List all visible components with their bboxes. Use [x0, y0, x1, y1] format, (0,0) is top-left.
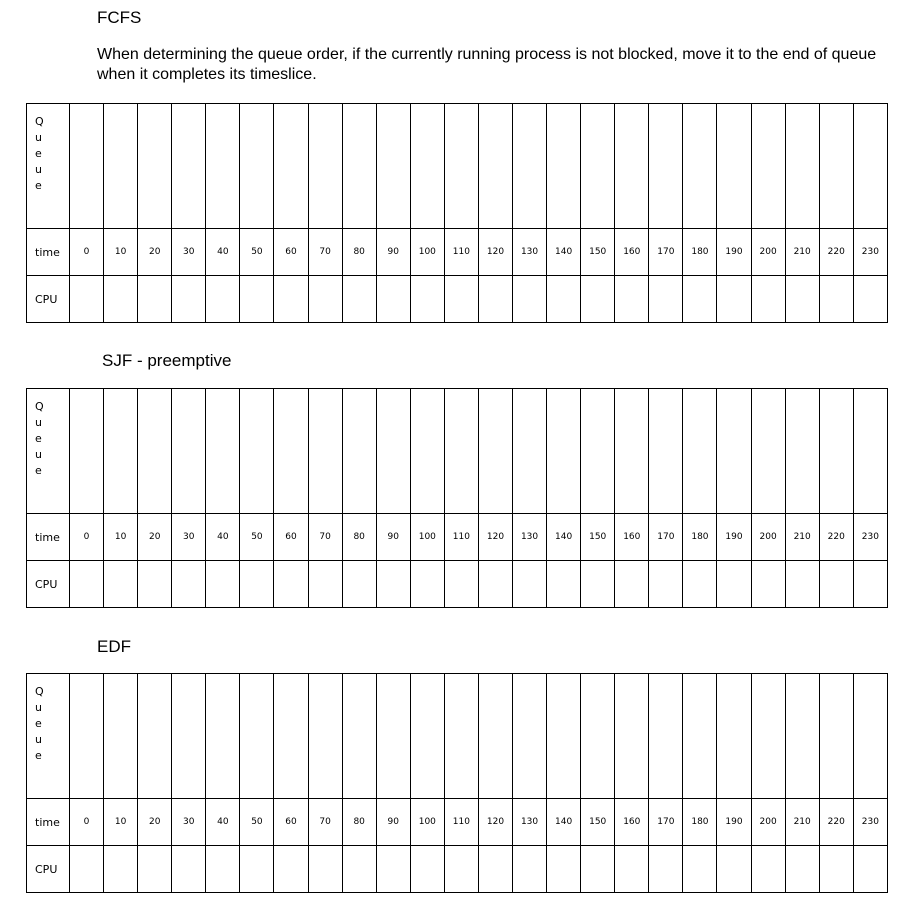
- cpu-row: [27, 846, 888, 893]
- cpu-cell[interactable]: [649, 561, 683, 608]
- queue-cell[interactable]: [240, 674, 274, 799]
- cpu-cell[interactable]: [853, 846, 887, 893]
- cpu-cell[interactable]: [785, 846, 819, 893]
- cpu-cell[interactable]: [615, 561, 649, 608]
- time-row: [27, 799, 888, 846]
- time-tick: 230: [853, 229, 887, 276]
- queue-cell[interactable]: [478, 674, 512, 799]
- cpu-cell[interactable]: [342, 276, 376, 323]
- cpu-cell[interactable]: [308, 276, 342, 323]
- queue-cell[interactable]: [853, 674, 887, 799]
- queue-cell[interactable]: [104, 674, 138, 799]
- queue-cell[interactable]: [513, 674, 547, 799]
- cpu-cell[interactable]: [683, 561, 717, 608]
- cpu-cell[interactable]: [649, 846, 683, 893]
- queue-cell[interactable]: [683, 104, 717, 229]
- time-tick: 200: [751, 514, 785, 561]
- time-tick: 110: [444, 799, 478, 846]
- queue-label-letter: u: [35, 448, 42, 461]
- queue-cell[interactable]: [376, 674, 410, 799]
- queue-label-letter: u: [35, 163, 42, 176]
- time-tick: 50: [240, 229, 274, 276]
- queue-label-letter: e: [35, 147, 42, 160]
- queue-label-letter: Q: [35, 400, 44, 413]
- cpu-cell[interactable]: [547, 276, 581, 323]
- time-tick: 60: [274, 799, 308, 846]
- time-tick: 50: [240, 514, 274, 561]
- queue-cell[interactable]: [444, 389, 478, 514]
- queue-label-letter: e: [35, 717, 42, 730]
- queue-label-text: [35, 399, 69, 479]
- queue-cell[interactable]: [478, 104, 512, 229]
- time-row: [27, 229, 888, 276]
- cpu-label: CPU: [27, 276, 70, 323]
- queue-cell[interactable]: [751, 389, 785, 514]
- queue-cell[interactable]: [819, 674, 853, 799]
- queue-cell[interactable]: [104, 389, 138, 514]
- time-tick: 150: [581, 229, 615, 276]
- time-tick: 100: [410, 514, 444, 561]
- queue-cell[interactable]: [376, 389, 410, 514]
- queue-cell[interactable]: [717, 674, 751, 799]
- time-tick: 80: [342, 799, 376, 846]
- queue-cell[interactable]: [410, 389, 444, 514]
- queue-cell[interactable]: [206, 674, 240, 799]
- cpu-cell[interactable]: [308, 561, 342, 608]
- time-tick: 20: [138, 514, 172, 561]
- cpu-cell[interactable]: [581, 561, 615, 608]
- cpu-cell[interactable]: [615, 276, 649, 323]
- queue-cell[interactable]: [615, 104, 649, 229]
- time-tick: 60: [274, 229, 308, 276]
- cpu-cell[interactable]: [172, 846, 206, 893]
- queue-cell[interactable]: [274, 674, 308, 799]
- queue-cell[interactable]: [513, 389, 547, 514]
- queue-cell[interactable]: [342, 104, 376, 229]
- cpu-cell[interactable]: [547, 846, 581, 893]
- time-tick: 160: [615, 229, 649, 276]
- time-tick: 100: [410, 799, 444, 846]
- queue-label-letter: Q: [35, 115, 44, 128]
- time-tick: 110: [444, 229, 478, 276]
- time-tick: 130: [513, 514, 547, 561]
- time-tick: 30: [172, 229, 206, 276]
- time-tick: 180: [683, 799, 717, 846]
- time-tick: 10: [104, 799, 138, 846]
- cpu-cell[interactable]: [172, 561, 206, 608]
- queue-cell[interactable]: [138, 104, 172, 229]
- queue-cell[interactable]: [649, 674, 683, 799]
- cpu-cell[interactable]: [717, 846, 751, 893]
- time-tick: 170: [649, 799, 683, 846]
- time-tick: 230: [853, 514, 887, 561]
- time-tick: 130: [513, 229, 547, 276]
- cpu-cell[interactable]: [138, 276, 172, 323]
- time-tick: 160: [615, 514, 649, 561]
- time-tick: 90: [376, 514, 410, 561]
- time-tick: 0: [70, 514, 104, 561]
- time-tick: 120: [478, 799, 512, 846]
- cpu-cell[interactable]: [751, 276, 785, 323]
- cpu-cell[interactable]: [172, 276, 206, 323]
- queue-cell[interactable]: [308, 389, 342, 514]
- queue-cell[interactable]: [751, 674, 785, 799]
- time-tick: 10: [104, 229, 138, 276]
- queue-cell[interactable]: [308, 104, 342, 229]
- cpu-cell[interactable]: [240, 846, 274, 893]
- cpu-cell[interactable]: [785, 276, 819, 323]
- cpu-cell[interactable]: [206, 276, 240, 323]
- cpu-cell[interactable]: [547, 561, 581, 608]
- queue-label-letter: u: [35, 131, 42, 144]
- queue-cell[interactable]: [240, 389, 274, 514]
- fcfs-title: FCFS: [97, 8, 142, 27]
- queue-label: [27, 389, 70, 514]
- cpu-cell[interactable]: [819, 846, 853, 893]
- cpu-cell[interactable]: [853, 276, 887, 323]
- time-tick: 210: [785, 229, 819, 276]
- queue-row: [27, 104, 888, 229]
- queue-label-letter: e: [35, 464, 42, 477]
- queue-cell[interactable]: [785, 104, 819, 229]
- cpu-cell[interactable]: [649, 276, 683, 323]
- cpu-cell[interactable]: [853, 561, 887, 608]
- queue-cell[interactable]: [581, 389, 615, 514]
- time-tick: 120: [478, 514, 512, 561]
- time-tick: 40: [206, 799, 240, 846]
- cpu-cell[interactable]: [410, 846, 444, 893]
- time-tick: 110: [444, 514, 478, 561]
- queue-label-letter: u: [35, 416, 42, 429]
- queue-cell[interactable]: [581, 674, 615, 799]
- time-row: [27, 514, 888, 561]
- queue-label-letter: u: [35, 733, 42, 746]
- queue-cell[interactable]: [376, 104, 410, 229]
- cpu-cell[interactable]: [785, 561, 819, 608]
- time-tick: 70: [308, 799, 342, 846]
- time-label: time: [27, 799, 70, 846]
- queue-cell[interactable]: [751, 104, 785, 229]
- time-tick: 120: [478, 229, 512, 276]
- queue-cell[interactable]: [138, 674, 172, 799]
- queue-label: [27, 104, 70, 229]
- cpu-cell[interactable]: [274, 846, 308, 893]
- queue-label-letter: e: [35, 179, 42, 192]
- queue-cell[interactable]: [819, 389, 853, 514]
- time-tick: 90: [376, 229, 410, 276]
- queue-cell[interactable]: [410, 674, 444, 799]
- time-tick: 220: [819, 799, 853, 846]
- queue-cell[interactable]: [172, 674, 206, 799]
- time-tick: 220: [819, 229, 853, 276]
- cpu-cell[interactable]: [104, 276, 138, 323]
- cpu-cell[interactable]: [751, 846, 785, 893]
- cpu-cell[interactable]: [513, 276, 547, 323]
- queue-cell[interactable]: [206, 104, 240, 229]
- cpu-cell[interactable]: [819, 561, 853, 608]
- cpu-label: CPU: [27, 561, 70, 608]
- queue-cell[interactable]: [206, 389, 240, 514]
- cpu-cell[interactable]: [376, 561, 410, 608]
- cpu-cell[interactable]: [376, 846, 410, 893]
- time-tick: 40: [206, 229, 240, 276]
- queue-cell[interactable]: [274, 389, 308, 514]
- time-tick: 210: [785, 799, 819, 846]
- queue-cell[interactable]: [513, 104, 547, 229]
- time-tick: 140: [547, 799, 581, 846]
- cpu-cell[interactable]: [206, 846, 240, 893]
- cpu-cell[interactable]: [70, 276, 104, 323]
- time-tick: 230: [853, 799, 887, 846]
- time-tick: 200: [751, 799, 785, 846]
- time-tick: 180: [683, 229, 717, 276]
- cpu-cell[interactable]: [444, 276, 478, 323]
- time-tick: 0: [70, 799, 104, 846]
- queue-row: [27, 674, 888, 799]
- queue-cell[interactable]: [819, 104, 853, 229]
- cpu-cell[interactable]: [206, 561, 240, 608]
- cpu-cell[interactable]: [410, 561, 444, 608]
- time-tick: 190: [717, 799, 751, 846]
- queue-cell[interactable]: [444, 674, 478, 799]
- time-tick: 80: [342, 514, 376, 561]
- queue-label-text: [35, 684, 69, 764]
- queue-row: [27, 389, 888, 514]
- cpu-cell[interactable]: [342, 846, 376, 893]
- cpu-cell[interactable]: [751, 561, 785, 608]
- fcfs-note: When determining the queue order, if the currently running process is not blocked, move it to the end of queue when it completes its timeslice.: [97, 46, 877, 83]
- time-tick: 20: [138, 799, 172, 846]
- queue-cell[interactable]: [172, 104, 206, 229]
- cpu-cell[interactable]: [513, 561, 547, 608]
- time-tick: 140: [547, 514, 581, 561]
- cpu-cell[interactable]: [274, 561, 308, 608]
- cpu-row: [27, 561, 888, 608]
- time-tick: 30: [172, 514, 206, 561]
- time-tick: 220: [819, 514, 853, 561]
- queue-cell[interactable]: [615, 389, 649, 514]
- cpu-cell[interactable]: [308, 846, 342, 893]
- time-tick: 160: [615, 799, 649, 846]
- queue-cell[interactable]: [342, 389, 376, 514]
- queue-cell[interactable]: [649, 104, 683, 229]
- time-tick: 50: [240, 799, 274, 846]
- queue-label-letter: Q: [35, 685, 44, 698]
- queue-cell[interactable]: [547, 104, 581, 229]
- cpu-cell[interactable]: [444, 846, 478, 893]
- queue-cell[interactable]: [172, 389, 206, 514]
- cpu-cell[interactable]: [683, 846, 717, 893]
- time-tick: 170: [649, 514, 683, 561]
- queue-cell[interactable]: [410, 104, 444, 229]
- queue-label-text: [35, 114, 69, 194]
- queue-cell[interactable]: [70, 104, 104, 229]
- queue-cell[interactable]: [717, 389, 751, 514]
- time-tick: 70: [308, 514, 342, 561]
- time-tick: 0: [70, 229, 104, 276]
- sjf-schedule-grid: [26, 388, 888, 608]
- cpu-cell[interactable]: [581, 846, 615, 893]
- queue-cell[interactable]: [478, 389, 512, 514]
- time-tick: 40: [206, 514, 240, 561]
- queue-cell[interactable]: [785, 389, 819, 514]
- queue-label: [27, 674, 70, 799]
- time-tick: 150: [581, 799, 615, 846]
- time-tick: 200: [751, 229, 785, 276]
- time-label: time: [27, 229, 70, 276]
- cpu-cell[interactable]: [70, 846, 104, 893]
- cpu-cell[interactable]: [683, 276, 717, 323]
- cpu-cell[interactable]: [138, 846, 172, 893]
- time-tick: 150: [581, 514, 615, 561]
- cpu-row: [27, 276, 888, 323]
- queue-cell[interactable]: [785, 674, 819, 799]
- time-tick: 10: [104, 514, 138, 561]
- queue-cell[interactable]: [70, 674, 104, 799]
- queue-cell[interactable]: [240, 104, 274, 229]
- cpu-cell[interactable]: [138, 561, 172, 608]
- queue-cell[interactable]: [308, 674, 342, 799]
- queue-cell[interactable]: [138, 389, 172, 514]
- cpu-cell[interactable]: [240, 276, 274, 323]
- time-tick: 210: [785, 514, 819, 561]
- queue-cell[interactable]: [717, 104, 751, 229]
- time-tick: 130: [513, 799, 547, 846]
- queue-cell[interactable]: [683, 389, 717, 514]
- cpu-cell[interactable]: [615, 846, 649, 893]
- cpu-cell[interactable]: [410, 276, 444, 323]
- queue-label-letter: e: [35, 749, 42, 762]
- cpu-cell[interactable]: [581, 276, 615, 323]
- cpu-label: CPU: [27, 846, 70, 893]
- cpu-cell[interactable]: [104, 846, 138, 893]
- cpu-cell[interactable]: [342, 561, 376, 608]
- queue-cell[interactable]: [547, 674, 581, 799]
- time-tick: 30: [172, 799, 206, 846]
- time-tick: 170: [649, 229, 683, 276]
- time-tick: 60: [274, 514, 308, 561]
- queue-cell[interactable]: [683, 674, 717, 799]
- cpu-cell[interactable]: [478, 276, 512, 323]
- time-tick: 20: [138, 229, 172, 276]
- time-tick: 190: [717, 229, 751, 276]
- queue-cell[interactable]: [444, 104, 478, 229]
- cpu-cell[interactable]: [104, 561, 138, 608]
- queue-cell[interactable]: [615, 674, 649, 799]
- cpu-cell[interactable]: [376, 276, 410, 323]
- time-label: time: [27, 514, 70, 561]
- time-tick: 140: [547, 229, 581, 276]
- cpu-cell[interactable]: [717, 276, 751, 323]
- sjf-title: SJF - preemptive: [102, 351, 232, 370]
- cpu-cell[interactable]: [478, 846, 512, 893]
- edf-schedule-grid: [26, 673, 888, 893]
- time-tick: 70: [308, 229, 342, 276]
- cpu-cell[interactable]: [240, 561, 274, 608]
- time-tick: 80: [342, 229, 376, 276]
- cpu-cell[interactable]: [70, 561, 104, 608]
- queue-cell[interactable]: [342, 674, 376, 799]
- edf-title: EDF: [97, 637, 131, 656]
- cpu-cell[interactable]: [444, 561, 478, 608]
- queue-cell[interactable]: [649, 389, 683, 514]
- queue-cell[interactable]: [274, 104, 308, 229]
- time-tick: 100: [410, 229, 444, 276]
- time-tick: 190: [717, 514, 751, 561]
- queue-label-letter: u: [35, 701, 42, 714]
- cpu-cell[interactable]: [274, 276, 308, 323]
- queue-cell[interactable]: [853, 389, 887, 514]
- queue-cell[interactable]: [853, 104, 887, 229]
- queue-cell[interactable]: [581, 104, 615, 229]
- time-tick: 180: [683, 514, 717, 561]
- queue-cell[interactable]: [547, 389, 581, 514]
- cpu-cell[interactable]: [819, 276, 853, 323]
- cpu-cell[interactable]: [513, 846, 547, 893]
- queue-cell[interactable]: [70, 389, 104, 514]
- time-tick: 90: [376, 799, 410, 846]
- cpu-cell[interactable]: [478, 561, 512, 608]
- queue-cell[interactable]: [104, 104, 138, 229]
- cpu-cell[interactable]: [717, 561, 751, 608]
- queue-label-letter: e: [35, 432, 42, 445]
- fcfs-schedule-grid: [26, 103, 888, 323]
